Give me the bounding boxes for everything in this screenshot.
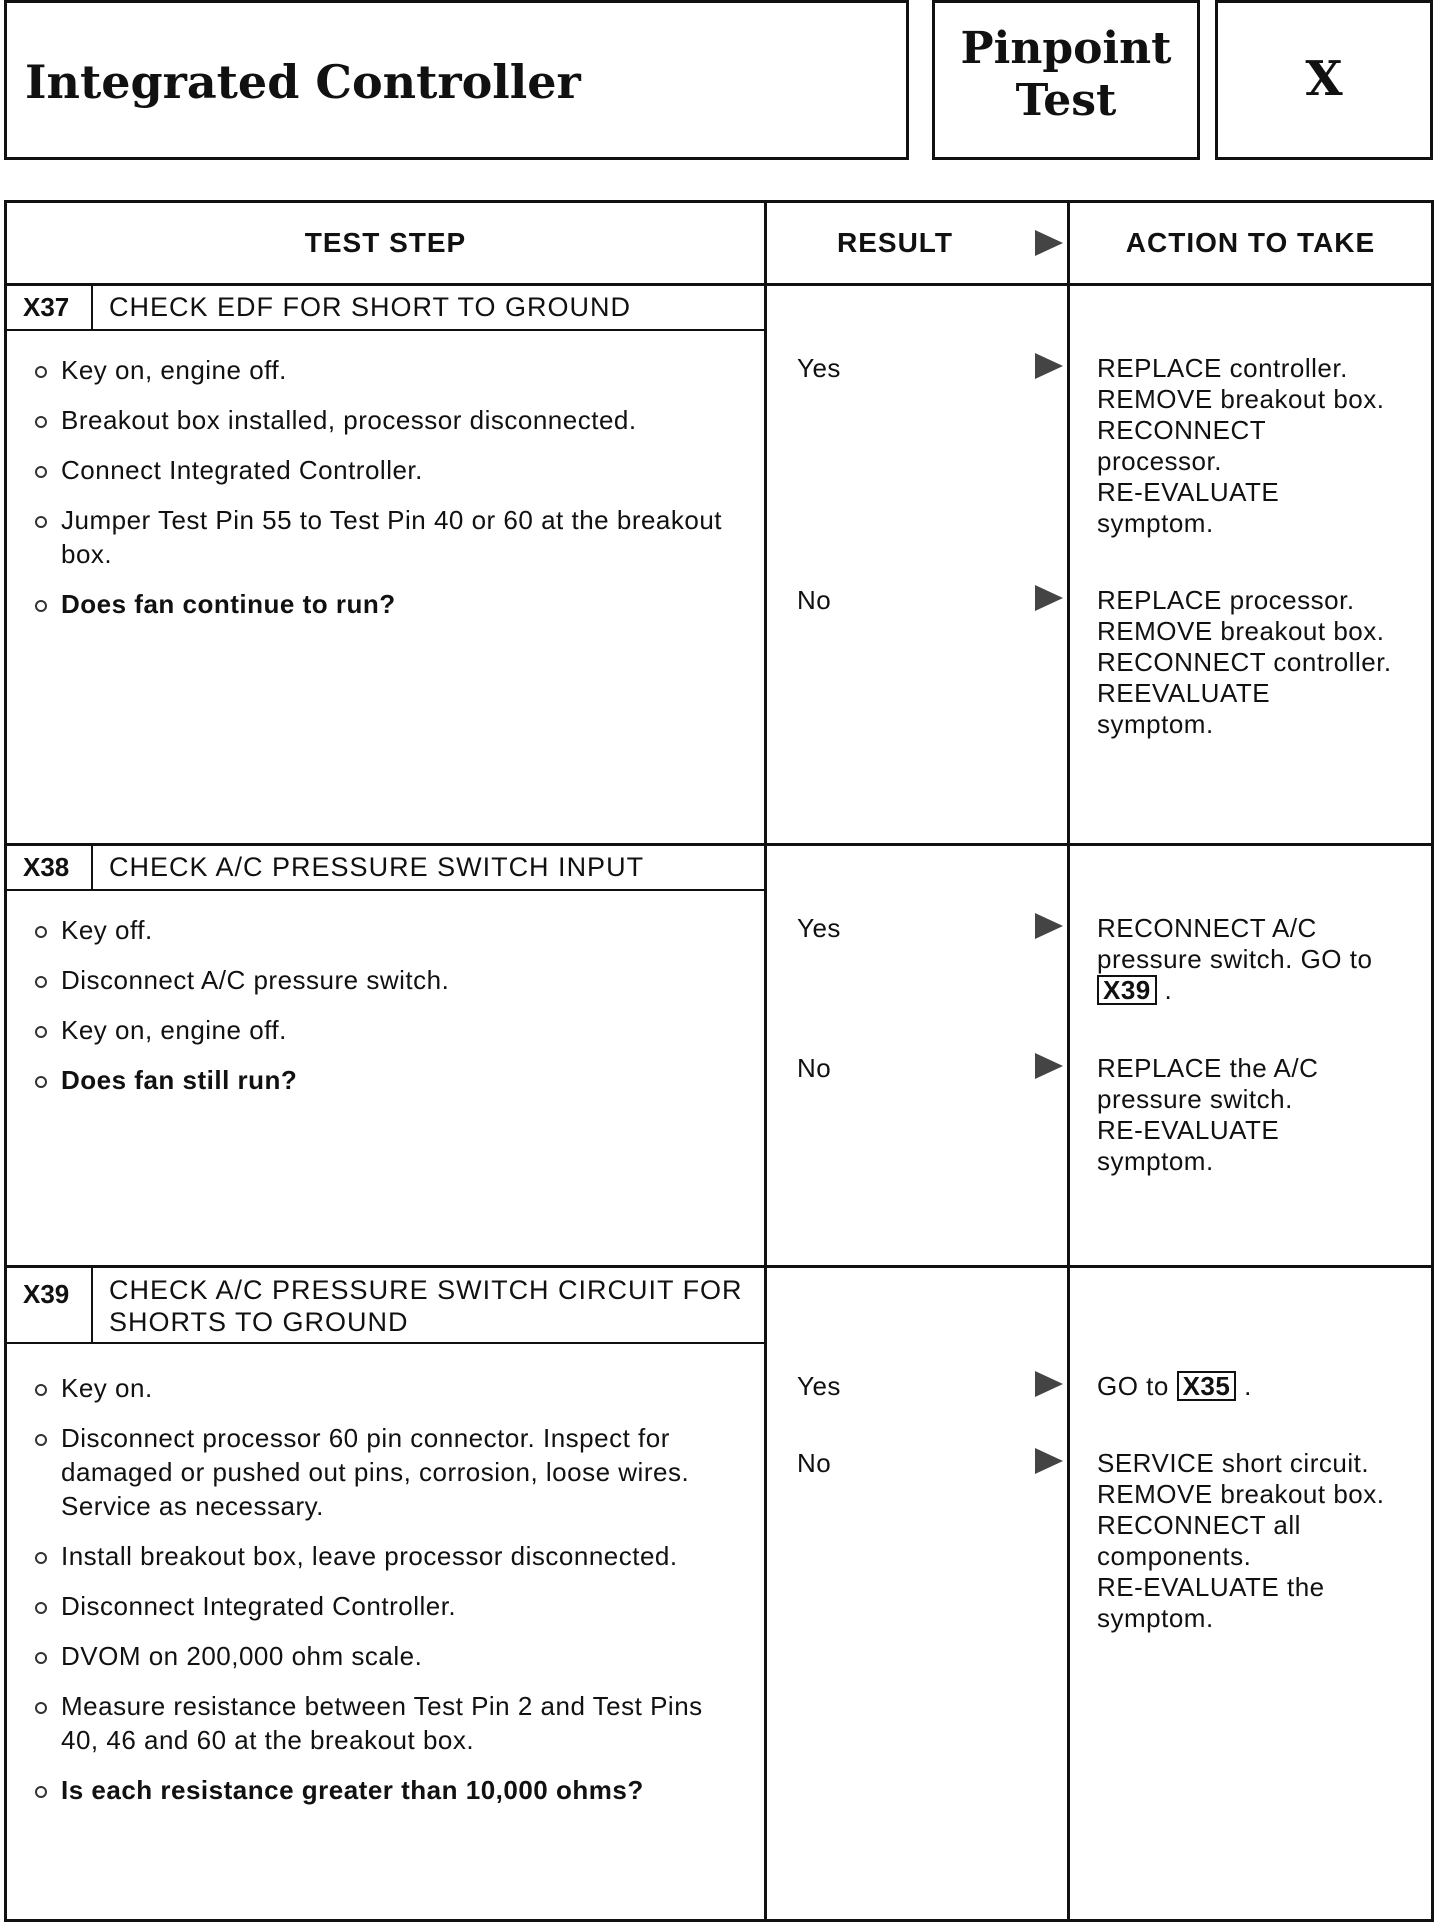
action-line: REEVALUATE	[1097, 678, 1271, 708]
column-header-result: RESULT	[837, 227, 953, 258]
action-yes-x37	[1097, 353, 1417, 539]
list-item-question: Does fan continue to run?	[29, 587, 744, 621]
arrow-icon	[1035, 353, 1063, 379]
action-no-x39	[1097, 1448, 1417, 1634]
step-x39-bullets	[29, 1371, 744, 1807]
action-line: REPLACE processor.	[1097, 585, 1355, 615]
action-line: SERVICE short circuit.	[1097, 1448, 1370, 1478]
result-yes: Yes	[797, 353, 841, 383]
step-header-x38	[7, 846, 767, 891]
list-item: Key on.	[29, 1371, 744, 1405]
list-item: DVOM on 200,000 ohm scale.	[29, 1639, 744, 1673]
arrow-icon	[1035, 1448, 1063, 1474]
step-id: X39	[7, 1268, 93, 1342]
pinpoint-test-table	[4, 200, 1434, 1922]
list-item: Disconnect A/C pressure switch.	[29, 963, 744, 997]
list-item: Key on, engine off.	[29, 353, 744, 387]
arrow-icon	[1035, 913, 1063, 939]
result-yes: Yes	[797, 913, 841, 943]
action-line: REMOVE breakout box.	[1097, 1479, 1385, 1509]
action-line: REMOVE breakout box.	[1097, 616, 1385, 646]
action-line: symptom.	[1097, 1603, 1214, 1633]
column-header-test-step: TEST STEP	[304, 227, 467, 258]
action-line: X39 .	[1097, 975, 1417, 1006]
action-line: GO to X35 .	[1097, 1371, 1252, 1401]
action-line: RECONNECT A/C	[1097, 913, 1317, 943]
step-title-line: SHORTS TO GROUND	[109, 1307, 409, 1337]
pinpoint-test-box	[932, 0, 1200, 160]
action-line: REMOVE breakout box.	[1097, 384, 1385, 414]
step-x37-bullets	[29, 353, 744, 621]
action-line: RE-EVALUATE the	[1097, 1572, 1325, 1602]
list-item: Key on, engine off.	[29, 1013, 744, 1047]
list-item: Jumper Test Pin 55 to Test Pin 40 or 60 at the breakout box.	[29, 503, 744, 571]
action-line: pressure switch.	[1097, 1084, 1293, 1114]
arrow-icon	[1035, 230, 1063, 256]
list-item: Key off.	[29, 913, 744, 947]
list-item: Measure resistance between Test Pin 2 and Test Pins 40, 46 and 60 at the breakout box.	[29, 1689, 744, 1757]
pinpoint-line-2: Test	[1015, 75, 1117, 126]
step-title	[109, 1274, 743, 1338]
action-yes-x38	[1097, 913, 1417, 1006]
action-no-x38	[1097, 1053, 1417, 1177]
action-line: symptom.	[1097, 1146, 1214, 1176]
pinpoint-test-label	[935, 23, 1197, 127]
step-x38-bullets	[29, 913, 744, 1097]
step-title-line: CHECK A/C PRESSURE SWITCH CIRCUIT FOR	[109, 1275, 743, 1305]
result-no: No	[797, 1053, 832, 1083]
arrow-icon	[1035, 1371, 1063, 1397]
result-no: No	[797, 585, 832, 615]
action-line: RE-EVALUATE	[1097, 1115, 1280, 1145]
action-line: processor.	[1097, 446, 1222, 476]
column-divider	[1067, 203, 1070, 1919]
list-item: Disconnect processor 60 pin connector. Inspect for damaged or pushed out pins, corrosion, loose wires. Service as necessary.	[29, 1421, 744, 1523]
column-header-action: ACTION TO TAKE	[1125, 227, 1376, 258]
step-header-x37	[7, 286, 767, 331]
section-box	[1215, 0, 1433, 160]
section-letter: X	[1305, 51, 1343, 107]
list-item-question: Does fan still run?	[29, 1063, 744, 1097]
title-box	[4, 0, 909, 160]
step-reference[interactable]: X39	[1097, 975, 1157, 1005]
action-line: RECONNECT controller.	[1097, 647, 1392, 677]
action-yes-x39	[1097, 1371, 1417, 1402]
action-no-x37	[1097, 585, 1417, 740]
pinpoint-line-1: Pinpoint	[960, 23, 1172, 74]
page-title: Integrated Controller	[25, 55, 581, 109]
list-item-question: Is each resistance greater than 10,000 ohms?	[29, 1773, 744, 1807]
list-item: Breakout box installed, processor disconnected.	[29, 403, 744, 437]
list-item: Disconnect Integrated Controller.	[29, 1589, 744, 1623]
step-id: X37	[7, 286, 93, 329]
step-header-x39	[7, 1268, 767, 1344]
action-line: components.	[1097, 1541, 1252, 1571]
action-line: REPLACE the A/C	[1097, 1053, 1319, 1083]
action-line: RECONNECT all	[1097, 1510, 1301, 1540]
step-title: CHECK A/C PRESSURE SWITCH INPUT	[109, 852, 645, 882]
action-text: GO to	[1097, 1371, 1169, 1401]
action-line: symptom.	[1097, 508, 1214, 538]
step-reference[interactable]: X35	[1177, 1371, 1237, 1401]
result-yes: Yes	[797, 1371, 841, 1401]
list-item: Connect Integrated Controller.	[29, 453, 744, 487]
arrow-icon	[1035, 585, 1063, 611]
result-no: No	[797, 1448, 832, 1478]
action-line: symptom.	[1097, 709, 1214, 739]
column-divider	[764, 203, 767, 1919]
action-line: pressure switch. GO to	[1097, 944, 1373, 974]
action-line: RECONNECT	[1097, 415, 1267, 445]
list-item: Install breakout box, leave processor disconnected.	[29, 1539, 744, 1573]
action-line: REPLACE controller.	[1097, 353, 1348, 383]
step-title: CHECK EDF FOR SHORT TO GROUND	[109, 292, 632, 322]
arrow-icon	[1035, 1053, 1063, 1079]
step-id: X38	[7, 846, 93, 889]
action-line: RE-EVALUATE	[1097, 477, 1280, 507]
